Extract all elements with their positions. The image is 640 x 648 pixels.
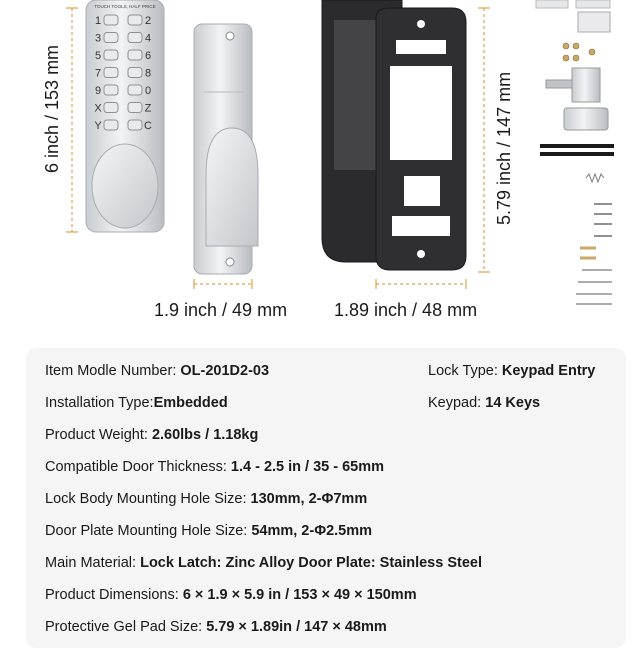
- keypad-key-button-left-5: [104, 103, 118, 113]
- keypad-key-button-left-3: [104, 68, 118, 78]
- lock-back-plate: [194, 24, 258, 274]
- keypad-key-button-right-5: [128, 103, 142, 113]
- keypad-key-button-right-1: [128, 33, 142, 43]
- keypad-key-button-right-3: [128, 68, 142, 78]
- keypad-key-label-left-0: 1: [94, 15, 102, 27]
- keypad-key-button-right-4: [128, 85, 142, 95]
- keypad-key-button-right-0: [128, 15, 142, 25]
- keypad-key-label-right-2: 6: [144, 50, 152, 62]
- pad-width-dimension: [376, 279, 466, 289]
- lock-height-dimension: [66, 8, 78, 232]
- spec-gel-pad: Protective Gel Pad Size: 5.79 × 1.89in / 147 × 48mm: [45, 619, 387, 635]
- gel-pad-front: [376, 8, 466, 270]
- keypad-key-label-right-6: C: [144, 120, 152, 132]
- spec-weight: Product Weight: 2.60lbs / 1.18kg: [45, 427, 259, 443]
- keypad-key-button-right-2: [128, 50, 142, 60]
- keypad-key-button-left-1: [104, 33, 118, 43]
- lock-width-dimension: [194, 279, 252, 289]
- accessory-parts: [536, 0, 614, 304]
- spec-keypad: Keypad: 14 Keys: [428, 395, 541, 411]
- spec-door-plate-hole: Door Plate Mounting Hole Size: 54mm, 2-Φ2.5mm: [45, 523, 373, 539]
- keypad-key-label-left-4: 9: [94, 85, 102, 97]
- keypad-header-text: TOUCH TOOLS, HALF PRICE: [94, 4, 156, 9]
- keypad-key-label-right-5: Z: [144, 102, 152, 115]
- keypad-key-label-left-2: 5: [94, 50, 102, 62]
- keypad-key-button-left-6: [104, 120, 118, 130]
- keypad-key-button-right-6: [128, 120, 142, 130]
- spec-dimensions: Product Dimensions: 6 × 1.9 × 5.9 in / 153 × 49 × 150mm: [45, 587, 417, 603]
- spec-lock-type: Lock Type: Keypad Entry: [428, 363, 596, 379]
- back-knob: [206, 128, 258, 246]
- keypad-key-label-right-3: 8: [144, 67, 152, 80]
- lock-height-label: 6 inch / 153 mm: [42, 44, 62, 173]
- pad-height-dimension: [478, 8, 490, 272]
- pad-height-label: 5.79 inch / 147 mm: [494, 71, 514, 225]
- keypad-key-button-left-2: [104, 50, 118, 60]
- keypad-key-label-left-3: 7: [94, 67, 102, 80]
- keypad-key-label-right-1: 4: [144, 32, 152, 45]
- keypad-key-label-right-0: 2: [144, 15, 152, 27]
- pad-width-label: 1.89 inch / 48 mm: [334, 300, 478, 320]
- keypad-key-button-left-4: [104, 85, 118, 95]
- lock-width-label: 1.9 inch / 49 mm: [154, 300, 288, 320]
- keypad-key-label-left-5: X: [94, 102, 102, 115]
- spec-door-thickness: Compatible Door Thickness: 1.4 - 2.5 in / 35 - 65mm: [45, 459, 385, 475]
- keypad-key-label-left-6: Y: [94, 120, 102, 132]
- front-knob: [92, 144, 158, 228]
- keypad-key-label-right-4: 0: [144, 85, 152, 97]
- keypad-key-button-left-0: [104, 15, 118, 25]
- spec-material: Main Material: Lock Latch: Zinc Alloy Door Plate: Stainless Steel: [45, 555, 482, 571]
- keypad-front-plate: [86, 0, 164, 232]
- keypad-key-label-left-1: 3: [94, 32, 102, 45]
- spec-model: Item Modle Number: OL-201D2-03: [45, 363, 270, 379]
- spec-installation: Installation Type:Embedded: [45, 395, 228, 411]
- spec-lock-body-hole: Lock Body Mounting Hole Size: 130mm, 2-Φ7mm: [45, 491, 368, 507]
